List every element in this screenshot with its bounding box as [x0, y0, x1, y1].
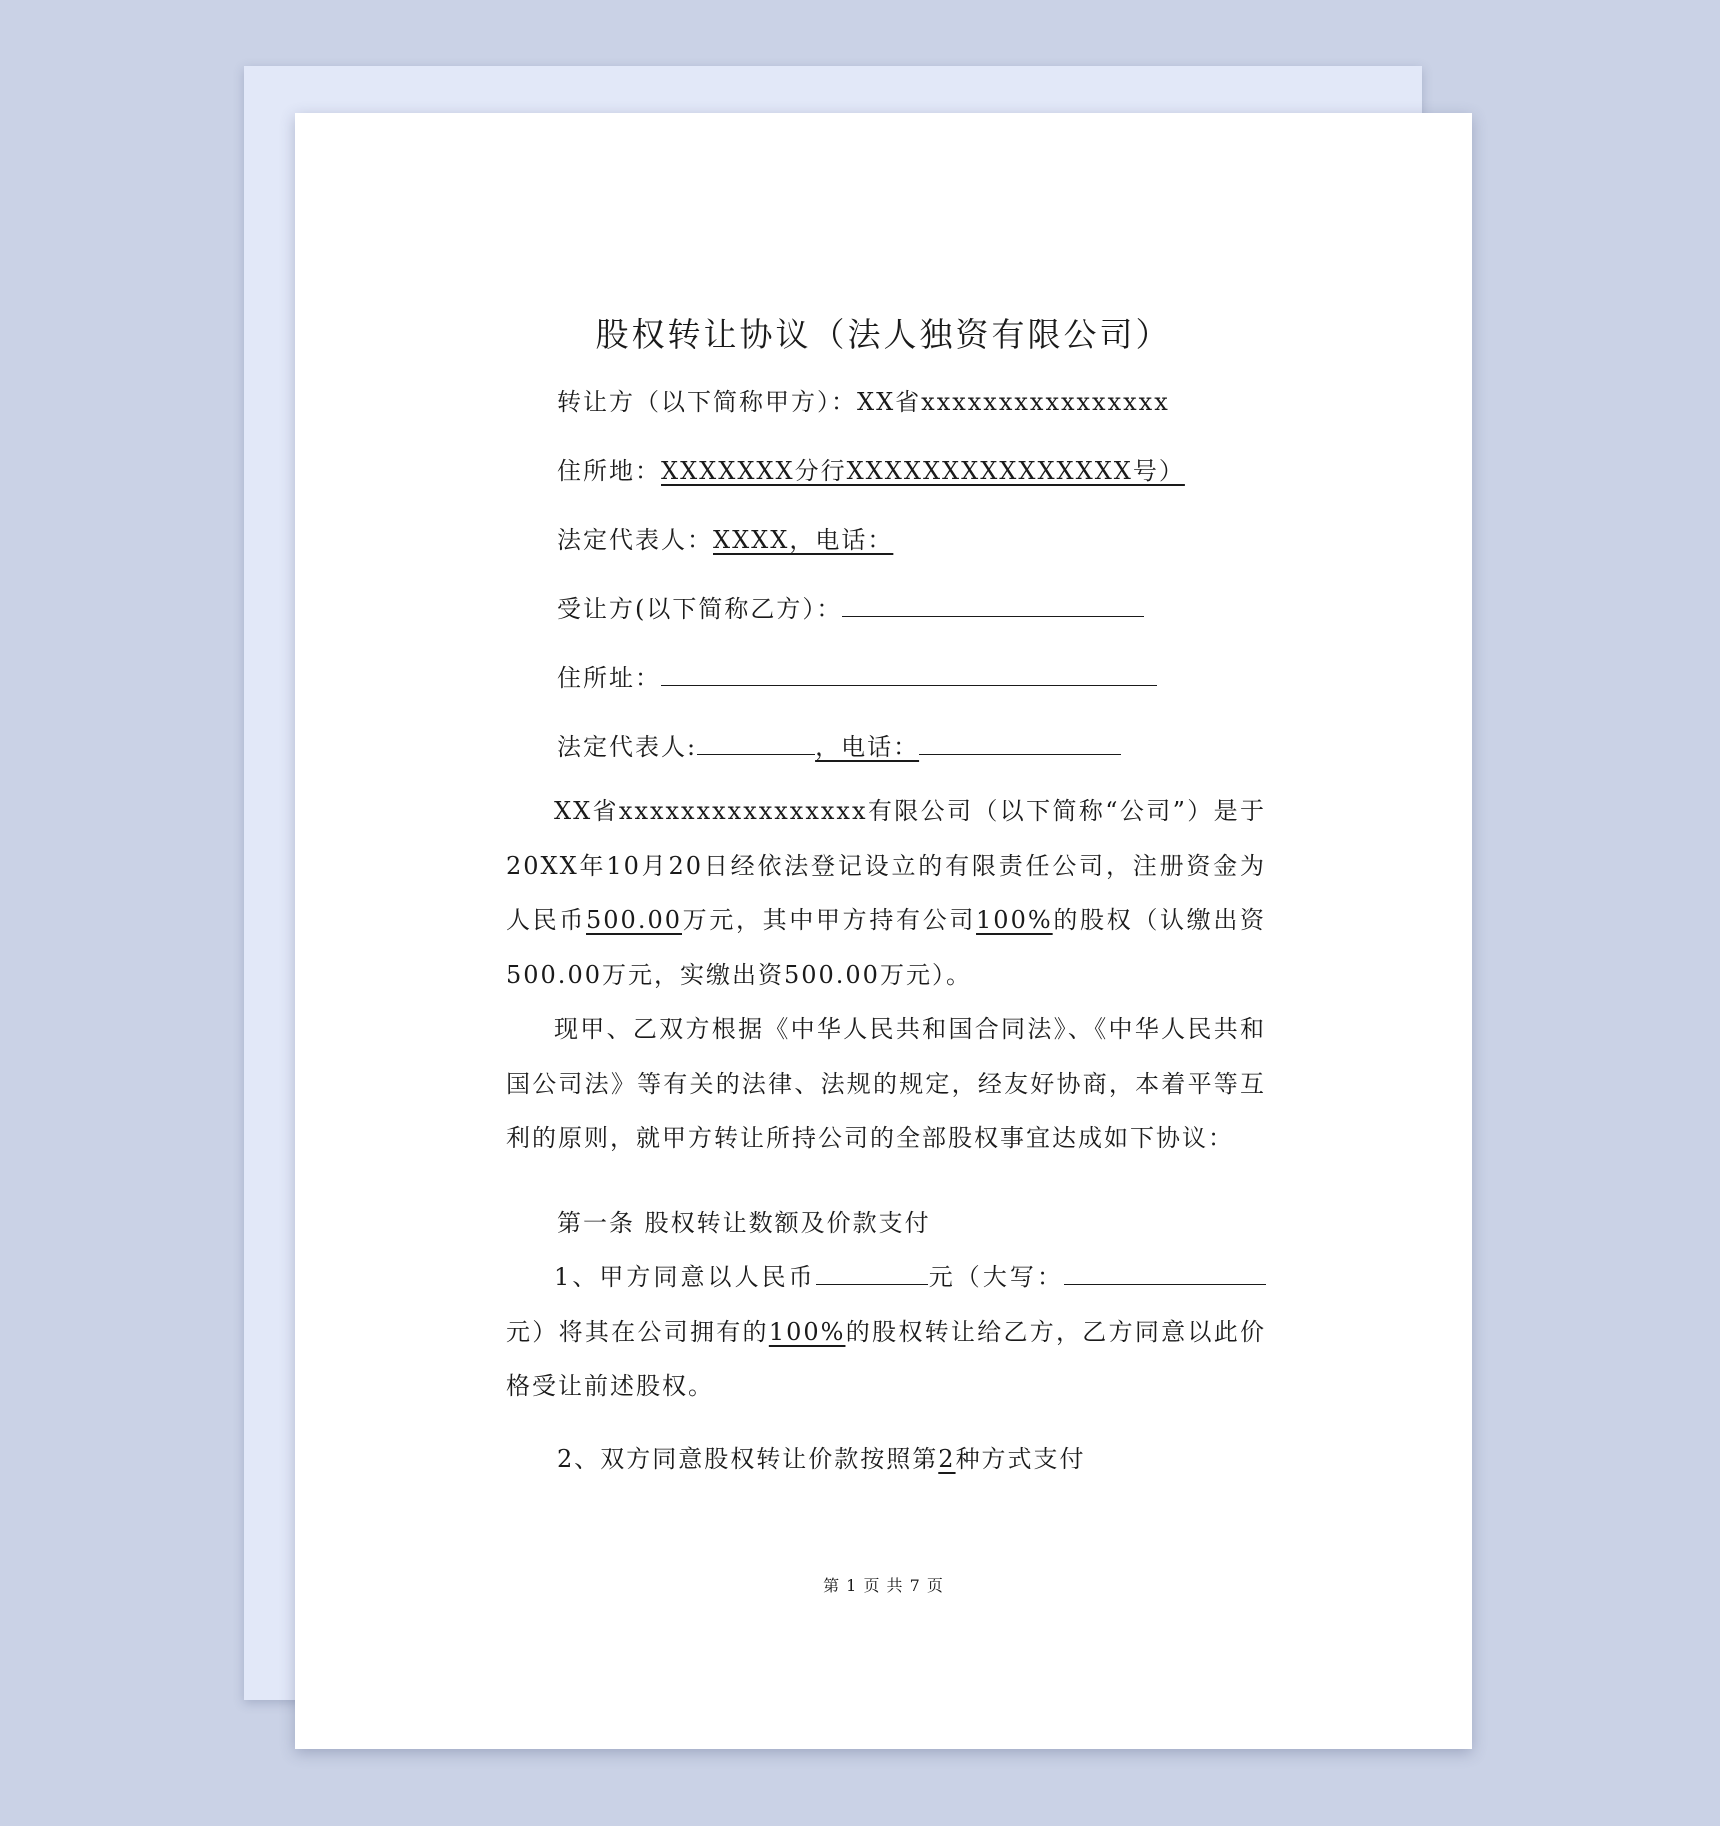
transferor-value: XX省xxxxxxxxxxxxxxxx — [857, 388, 1170, 416]
clause1-amount-words-blank — [1064, 1262, 1266, 1285]
transferee-address-line — [557, 663, 1157, 693]
clause2-method: 2 — [938, 1445, 956, 1473]
intro-capital: 500.00 — [586, 906, 682, 934]
transferee-rep-blank — [697, 732, 815, 755]
transferee-rep-label: 法定代表人: — [557, 733, 698, 761]
transferor-rep-value: XXXX，电话： — [713, 526, 894, 554]
intro-paragraph — [506, 784, 1266, 1002]
article1-clause2 — [557, 1444, 1086, 1474]
transferee-address-label: 住所址： — [557, 664, 661, 692]
transferee-label: 受让方(以下简称乙方）： — [557, 595, 843, 623]
transferee-phone-label: ，电话： — [815, 733, 920, 761]
transferor-address-label: 住所地： — [557, 457, 661, 485]
transferor-address-value: XXXXXXX分行XXXXXXXXXXXXXXX号） — [661, 457, 1185, 485]
page-footer: 第 1 页 共 7 页 — [823, 1576, 944, 1595]
intro-text-2: 万元，其中甲方持有公司 — [682, 906, 977, 934]
clause2-text-1: 2、双方同意股权转让价款按照第 — [557, 1445, 939, 1473]
basis-paragraph: 现甲、乙双方根据《中华人民共和国合同法》、《中华人民共和国公司法》等有关的法律、法规的规定，经友好协商，本着平等互利的原则，就甲方转让所持公司的全部股权事宜达成如下协议： — [506, 1015, 1266, 1152]
transferee-blank — [842, 594, 1144, 617]
clause2-text-2: 种方式支付 — [955, 1445, 1086, 1473]
transferor-label: 转让方（以下简称甲方）： — [557, 388, 857, 416]
intro-text-1: XX省xxxxxxxxxxxxxxxx有限公司（以下简称“公司”）是于20XX年10月20日经依法登记设立的有限责任公司，注册资金为人民币 — [506, 797, 1266, 934]
clause1-text-1: 1、甲方同意以人民币 — [554, 1263, 816, 1291]
intro-text-3: 的股权（认缴出资500.00万元，实缴出资500.00万元）。 — [506, 906, 1267, 989]
document-page — [295, 113, 1472, 1749]
document-title: 股权转让协议（法人独资有限公司） — [595, 315, 1172, 354]
intro-share: 100% — [976, 906, 1053, 934]
transferor-line — [557, 387, 1170, 417]
article1-clause1 — [506, 1250, 1266, 1414]
clause1-amount-blank — [816, 1262, 928, 1285]
article1-heading: 第一条 股权转让数额及价款支付 — [557, 1209, 931, 1237]
transferee-rep-line — [557, 732, 1121, 762]
transferor-rep-label: 法定代表人： — [557, 526, 713, 554]
clause1-share: 100% — [768, 1317, 846, 1346]
transferor-address-line — [557, 456, 1185, 486]
transferee-line — [557, 594, 1144, 624]
clause1-text-2: 元（大写： — [927, 1263, 1064, 1291]
transferee-address-blank — [661, 663, 1157, 686]
clause1-text-3: 元）将其在公司拥有的 — [506, 1317, 769, 1346]
clause1-text-4: 的股权转让给乙方，乙方同意以此价格受让前述股权。 — [506, 1317, 1267, 1400]
transferee-phone-blank — [919, 732, 1121, 755]
transferor-rep-line — [557, 525, 893, 555]
